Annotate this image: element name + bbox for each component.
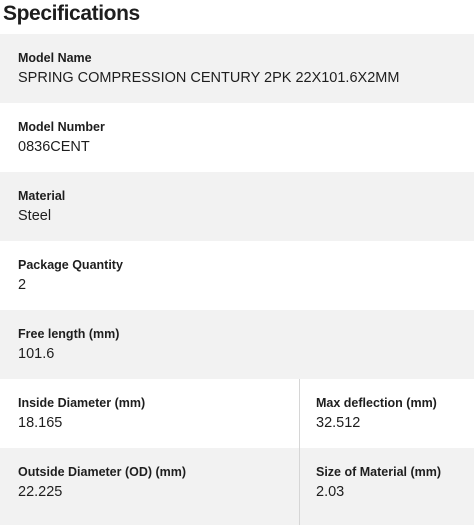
spec-value: Steel — [18, 208, 52, 224]
spec-row-outside-material — [0, 448, 474, 525]
spec-row-diameters — [0, 379, 474, 448]
spec-value: 32.512 — [316, 415, 361, 431]
spec-label: Free length (mm) — [18, 327, 120, 341]
spec-cell-outside-diameter — [0, 448, 299, 517]
spec-label: Model Number — [18, 120, 105, 134]
spec-row-free-length — [0, 310, 474, 379]
spec-value: 2 — [18, 277, 27, 293]
spec-row-model-number — [0, 103, 474, 172]
spec-cell-model-name — [0, 34, 474, 103]
spec-label: Inside Diameter (mm) — [18, 396, 146, 410]
spec-label: Outside Diameter (OD) (mm) — [18, 465, 187, 479]
specifications-table — [0, 34, 474, 525]
spec-row-model-name — [0, 34, 474, 103]
spec-cell-size-of-material — [298, 448, 474, 517]
spec-label: Material — [18, 189, 66, 203]
spec-value: 0836CENT — [18, 139, 90, 155]
spec-value: SPRING COMPRESSION CENTURY 2PK 22X101.6X2MM — [18, 70, 400, 86]
spec-cell-max-deflection — [298, 379, 474, 448]
spec-value: 18.165 — [18, 415, 63, 431]
spec-value: 101.6 — [18, 346, 55, 362]
spec-cell-free-length — [0, 310, 474, 379]
spec-cell-inside-diameter — [0, 379, 299, 448]
spec-cell-model-number — [0, 103, 474, 172]
page-title: Specifications — [3, 2, 140, 25]
spec-cell-package-quantity — [0, 241, 474, 310]
specifications-header — [0, 0, 474, 34]
spec-label: Size of Material (mm) — [316, 465, 442, 479]
spec-cell-material — [0, 172, 474, 241]
spec-label: Package Quantity — [18, 258, 123, 272]
spec-label: Model Name — [18, 51, 92, 65]
spec-value: 22.225 — [18, 484, 63, 500]
spec-row-package-quantity — [0, 241, 474, 310]
column-divider — [299, 379, 300, 525]
spec-value: 2.03 — [316, 484, 345, 500]
spec-label: Max deflection (mm) — [316, 396, 437, 410]
spec-row-material — [0, 172, 474, 241]
